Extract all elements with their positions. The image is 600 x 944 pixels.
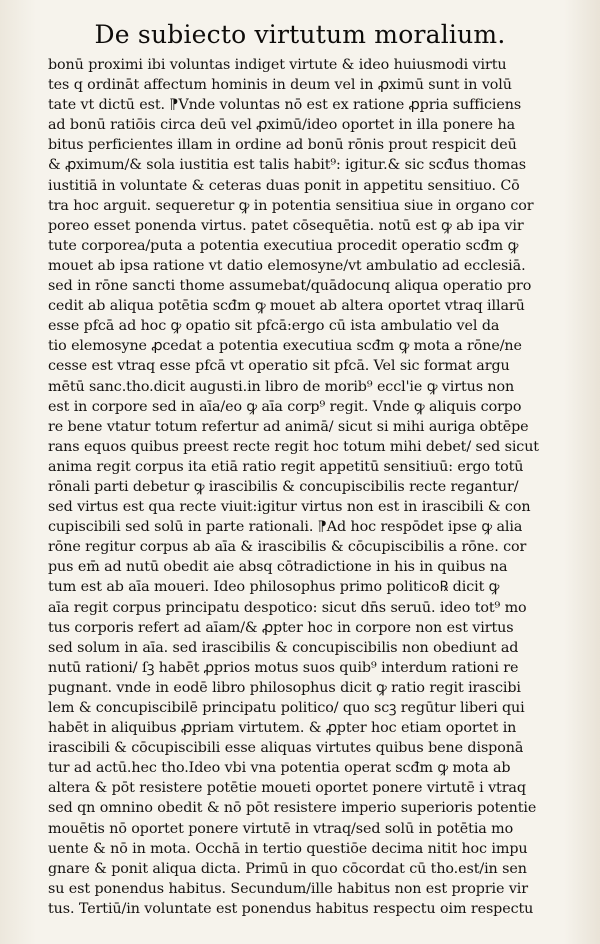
text-line: bitus perficientes illam in ordine ad bonū rōnis prout respicit deū bbox=[48, 137, 517, 154]
text-line: tes q ordināt affectum hominis in deum vel in ꝓximū sunt in volū bbox=[48, 77, 512, 94]
text-line: cedit ab aliqua potētia scđm ꝙ mouet ab altera oportet vtraq illarū bbox=[48, 298, 525, 315]
text-line: altera & pōt resistere potētie moueti oportet ponere virtutē i vtraq bbox=[48, 780, 526, 797]
text-line: pugnant. vnde in eodē libro philosophus dicit ꝙ ratio regit irascibi bbox=[48, 679, 521, 696]
text-line: & ꝓximum/& sola iustitia est talis habit⁹: igitur.& sic scđus thomas bbox=[48, 157, 527, 174]
text-line: anima regit corpus ita etiā ratio regit appetitū sensitiuū: ergo totū bbox=[48, 458, 524, 475]
text-line: sed in rōne sancti thome assumebat/quādocunq aliqua operatio pro bbox=[48, 278, 532, 295]
text-line: uente & nō in mota. Occhā in tertio questiōe decima nitit hoc impu bbox=[48, 840, 528, 857]
text-line: tute corporea/puta a potentia executiua procedit operatio scđm ꝙ bbox=[48, 237, 519, 254]
text-line: mouet ab ipsa ratione vt datio elemosyne/vt ambulatio ad ecclesiā. bbox=[48, 257, 526, 274]
text-line: sed solum in aīa. sed irascibilis & concupiscibilis non obediunt ad bbox=[48, 639, 519, 656]
text-line: tus. Tertiū/in voluntate est ponendus habitus respectu oim respectu bbox=[48, 900, 534, 917]
text-line: pus em̄ ad nutū obedit aie absq cōtradictione in his in quibus na bbox=[48, 559, 508, 576]
text-line: aīa regit corpus principatu despotico: sicut dn̄s seruū. ideo tot⁹ mo bbox=[48, 599, 527, 616]
text-line: sed qn omnino obedit & nō pōt resistere imperio superioris potentie bbox=[48, 800, 537, 817]
body-text bbox=[48, 55, 564, 919]
text-line: iustitiā in voluntate & ceteras duas ponit in appetitu sensitiuo. Cō bbox=[48, 177, 520, 194]
text-line: re bene vtatur totum refertur ad animā/ sicut si mihi auriga obtēpe bbox=[48, 418, 529, 435]
chapter-heading: De subiecto virtutum moralium. bbox=[94, 20, 506, 49]
text-line: tio elemosyne ꝓcedat a potentia executiua scđm ꝙ mota a rōne/ne bbox=[48, 338, 522, 355]
text-line: tra hoc arguit. sequeretur ꝙ in potentia sensitiua siue in organo cor bbox=[48, 197, 534, 214]
text-line: tus corporis refert ad aīam/& ꝓpter hoc in corpore non est virtus bbox=[48, 619, 514, 636]
text-line: ad bonū ratiōis circa deū vel ꝓximū/ideo oportet in illa ponere ha bbox=[48, 117, 516, 134]
text-line: habēt in aliquibus ꝓpriam virtutem. & ꝓpter hoc etiam oportet in bbox=[48, 720, 517, 737]
text-line: gnare & ponit aliqua dicta. Primū in quo cōcordat cū tho.est/in sen bbox=[48, 860, 527, 877]
text-line: bonū proximi ibi voluntas indiget virtute & ideo huiusmodi virtu bbox=[48, 57, 507, 73]
text-line: nutū rationi/ ſꝫ habēt ꝓprios motus suos quib⁹ interdum rationi re bbox=[48, 659, 519, 676]
text-line: tur ad actū.hec tho.Ideo vbi vna potentia operat scđm ꝙ mota ab bbox=[48, 760, 511, 777]
text-line: irascibili & cōcupiscibili esse aliquas virtutes quibus bene disponā bbox=[48, 740, 524, 757]
text-line: est in corpore sed in aīa/eo ꝙ aīa corp⁹ regit. Vnde ꝙ aliquis corpo bbox=[48, 398, 522, 415]
text-line: rans equos quibus preest recte regit hoc totum mihi debet/ sed sicut bbox=[48, 438, 539, 455]
text-line: su est ponendus habitus. Secundum/ille habitus non est proprie vir bbox=[48, 880, 529, 897]
text-line: mētū sanc.tho.dicit augusti.in libro de morib⁹ eccl'ie ꝙ virtus non bbox=[48, 378, 515, 395]
text-line: tate vt dictū est. ⁋Vnde voluntas nō est ex ratione ꝓpria sufficiens bbox=[48, 97, 522, 114]
text-line: rōne regitur corpus ab aīa & irascibilis & cōcupiscibilis a rōne. cor bbox=[48, 539, 527, 556]
text-line: rōnali parti debetur ꝙ irascibilis & concupiscibilis recte regantur/ bbox=[48, 478, 519, 495]
text-line: tum est ab aīa moueri. Ideo philosophus primo politico℞ dicit ꝙ bbox=[48, 579, 500, 596]
text-line: cupiscibili sed solū in parte rationali. ⁋Ad hoc respōdet ipse ꝙ alia bbox=[48, 519, 523, 536]
text-line: sed virtus est qua recte viuit:igitur virtus non est in irascibili & con bbox=[48, 499, 531, 516]
text-line: mouētis nō oportet ponere virtutē in vtraq/sed solū in potētia mo bbox=[48, 820, 514, 837]
text-line: cesse est vtraq esse pfcā vt operatio sit pfcā. Vel sic format argu bbox=[48, 358, 510, 375]
text-line: poreo esset ponenda virtus. patet cōsequētia. notū est ꝙ ab ipa vir bbox=[48, 217, 524, 234]
text-line: esse pfcā ad hoc ꝙ opatio sit pfcā:ergo cū ista ambulatio vel da bbox=[48, 318, 500, 335]
text-line: lem & concupiscibilē principatu politico/ quo scꝫ regūtur liberi qui bbox=[48, 700, 525, 716]
